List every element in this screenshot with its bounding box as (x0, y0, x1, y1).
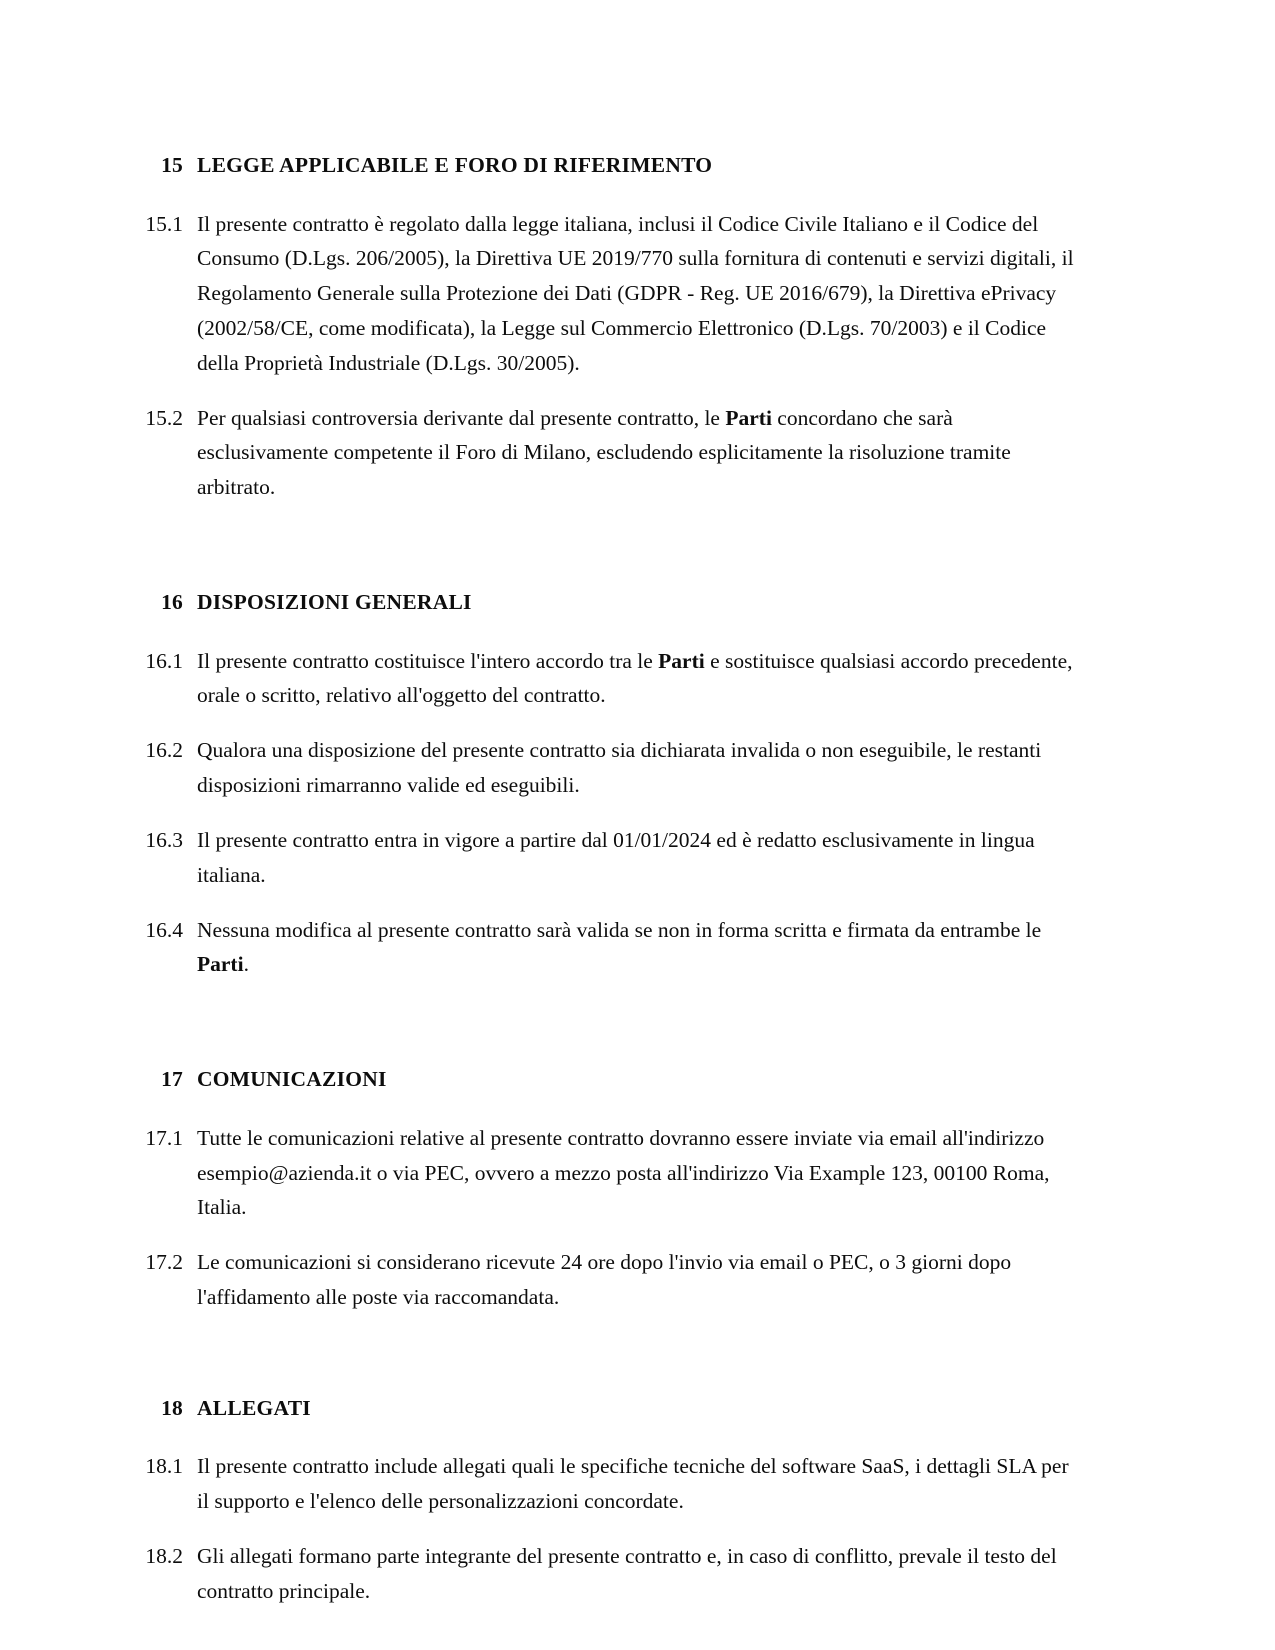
clause-number: 16.2 (145, 738, 183, 763)
clause-18-2 (133, 1539, 1080, 1609)
clause-text-before: Nessuna modifica al presente contratto sarà valida se non in forma scritta e firmata da entrambe le (197, 917, 1042, 942)
clause-text (197, 644, 1077, 714)
clause-number: 16.4 (145, 917, 183, 942)
clause-text-after: concordano che sarà esclusivamente competente il Foro di Milano, escludendo esplicitamente la risoluzione tramite arbitrato. (197, 405, 1011, 500)
clause-text-after: . (243, 952, 249, 977)
section-title: ALLEGATI (197, 1395, 311, 1420)
clause-text: Le comunicazioni si considerano ricevute 24 ore dopo l'invio via email o PEC, o 3 giorni dopo l'affidamento alle poste via raccomandata. (197, 1250, 1012, 1310)
clause-number: 17.1 (145, 1125, 183, 1150)
section-heading-15 (133, 150, 1080, 181)
clause-text (197, 913, 1077, 983)
clause-text (197, 401, 1077, 505)
clause-text-after: e sostituisce qualsiasi accordo precedente, orale o scritto, relativo all'oggetto del contratto. (197, 648, 1073, 708)
section-number: 16 (161, 590, 183, 615)
clause-16-1 (133, 644, 1080, 714)
clause-18-1 (133, 1449, 1080, 1519)
clause-number: 16.1 (145, 648, 183, 673)
clause-16-2 (133, 733, 1080, 803)
clause-text: Qualora una disposizione del presente contratto sia dichiarata invalida o non eseguibile, le restanti disposizioni rimarranno valide ed eseguibili. (197, 738, 1042, 798)
section-spacer (133, 1335, 1080, 1393)
clause-emphasis: Parti (197, 952, 244, 977)
section-number: 15 (161, 153, 183, 177)
clause-number: 15.2 (145, 405, 183, 430)
clause-15-2 (133, 401, 1080, 505)
section-heading-18 (133, 1393, 1080, 1424)
clause-number: 15.1 (145, 211, 183, 236)
section-number: 18 (161, 1395, 183, 1420)
clause-17-1 (133, 1121, 1080, 1225)
clause-text: Il presente contratto è regolato dalla legge italiana, inclusi il Codice Civile Italiano e il Codice del Consumo (D.Lgs. 206/2005), la Direttiva UE 2019/770 sulla fornitura di contenuti e servizi digitali, il Regolamento Generale sulla Protezione dei Dati (GDPR - Reg. UE 2016/679), la Direttiva ePrivacy (2002/58/CE, come modificata), la Legge sul Commercio Elettronico (D.Lgs. 70/2003) e il Codice della Proprietà Industriale (D.Lgs. 30/2005). (197, 211, 1074, 375)
section-title: DISPOSIZIONI GENERALI (197, 590, 472, 615)
section-title: LEGGE APPLICABILE E FORO DI RIFERIMENTO (197, 153, 713, 177)
section-heading-17 (133, 1064, 1080, 1095)
clause-text: Gli allegati formano parte integrante del presente contratto e, in caso di conflitto, prevale il testo del contratto principale. (197, 1544, 1057, 1603)
clause-text-before: Il presente contratto costituisce l'intero accordo tra le (197, 648, 659, 673)
clause-16-4 (133, 913, 1080, 983)
section-spacer (133, 525, 1080, 587)
clause-text: Tutte le comunicazioni relative al presente contratto dovranno essere inviate via email all'indirizzo esempio@azienda.it o via PEC, ovvero a mezzo posta all'indirizzo Via Example 123, 00100 Roma, Italia. (197, 1125, 1050, 1220)
clause-16-3 (133, 823, 1080, 893)
clause-emphasis: Parti (725, 405, 772, 430)
clause-emphasis: Parti (658, 648, 705, 673)
clause-number: 17.2 (145, 1250, 183, 1275)
clause-text: Il presente contratto include allegati quali le specifiche tecniche del software SaaS, i dettagli SLA per il supporto e l'elenco delle personalizzazioni concordate. (197, 1454, 1069, 1514)
section-heading-16 (133, 587, 1080, 618)
section-spacer (133, 1002, 1080, 1064)
clause-number: 16.3 (145, 827, 183, 852)
clause-text: Il presente contratto entra in vigore a partire dal 01/01/2024 ed è redatto esclusivamente in lingua italiana. (197, 827, 1035, 887)
section-number: 17 (161, 1067, 183, 1092)
clause-number: 18.1 (145, 1454, 183, 1479)
clause-text-before: Per qualsiasi controversia derivante dal presente contratto, le (197, 405, 726, 430)
clause-number: 18.2 (145, 1544, 183, 1569)
clause-17-2 (133, 1245, 1080, 1315)
clause-15-1 (133, 207, 1080, 381)
section-title: COMUNICAZIONI (197, 1067, 387, 1092)
